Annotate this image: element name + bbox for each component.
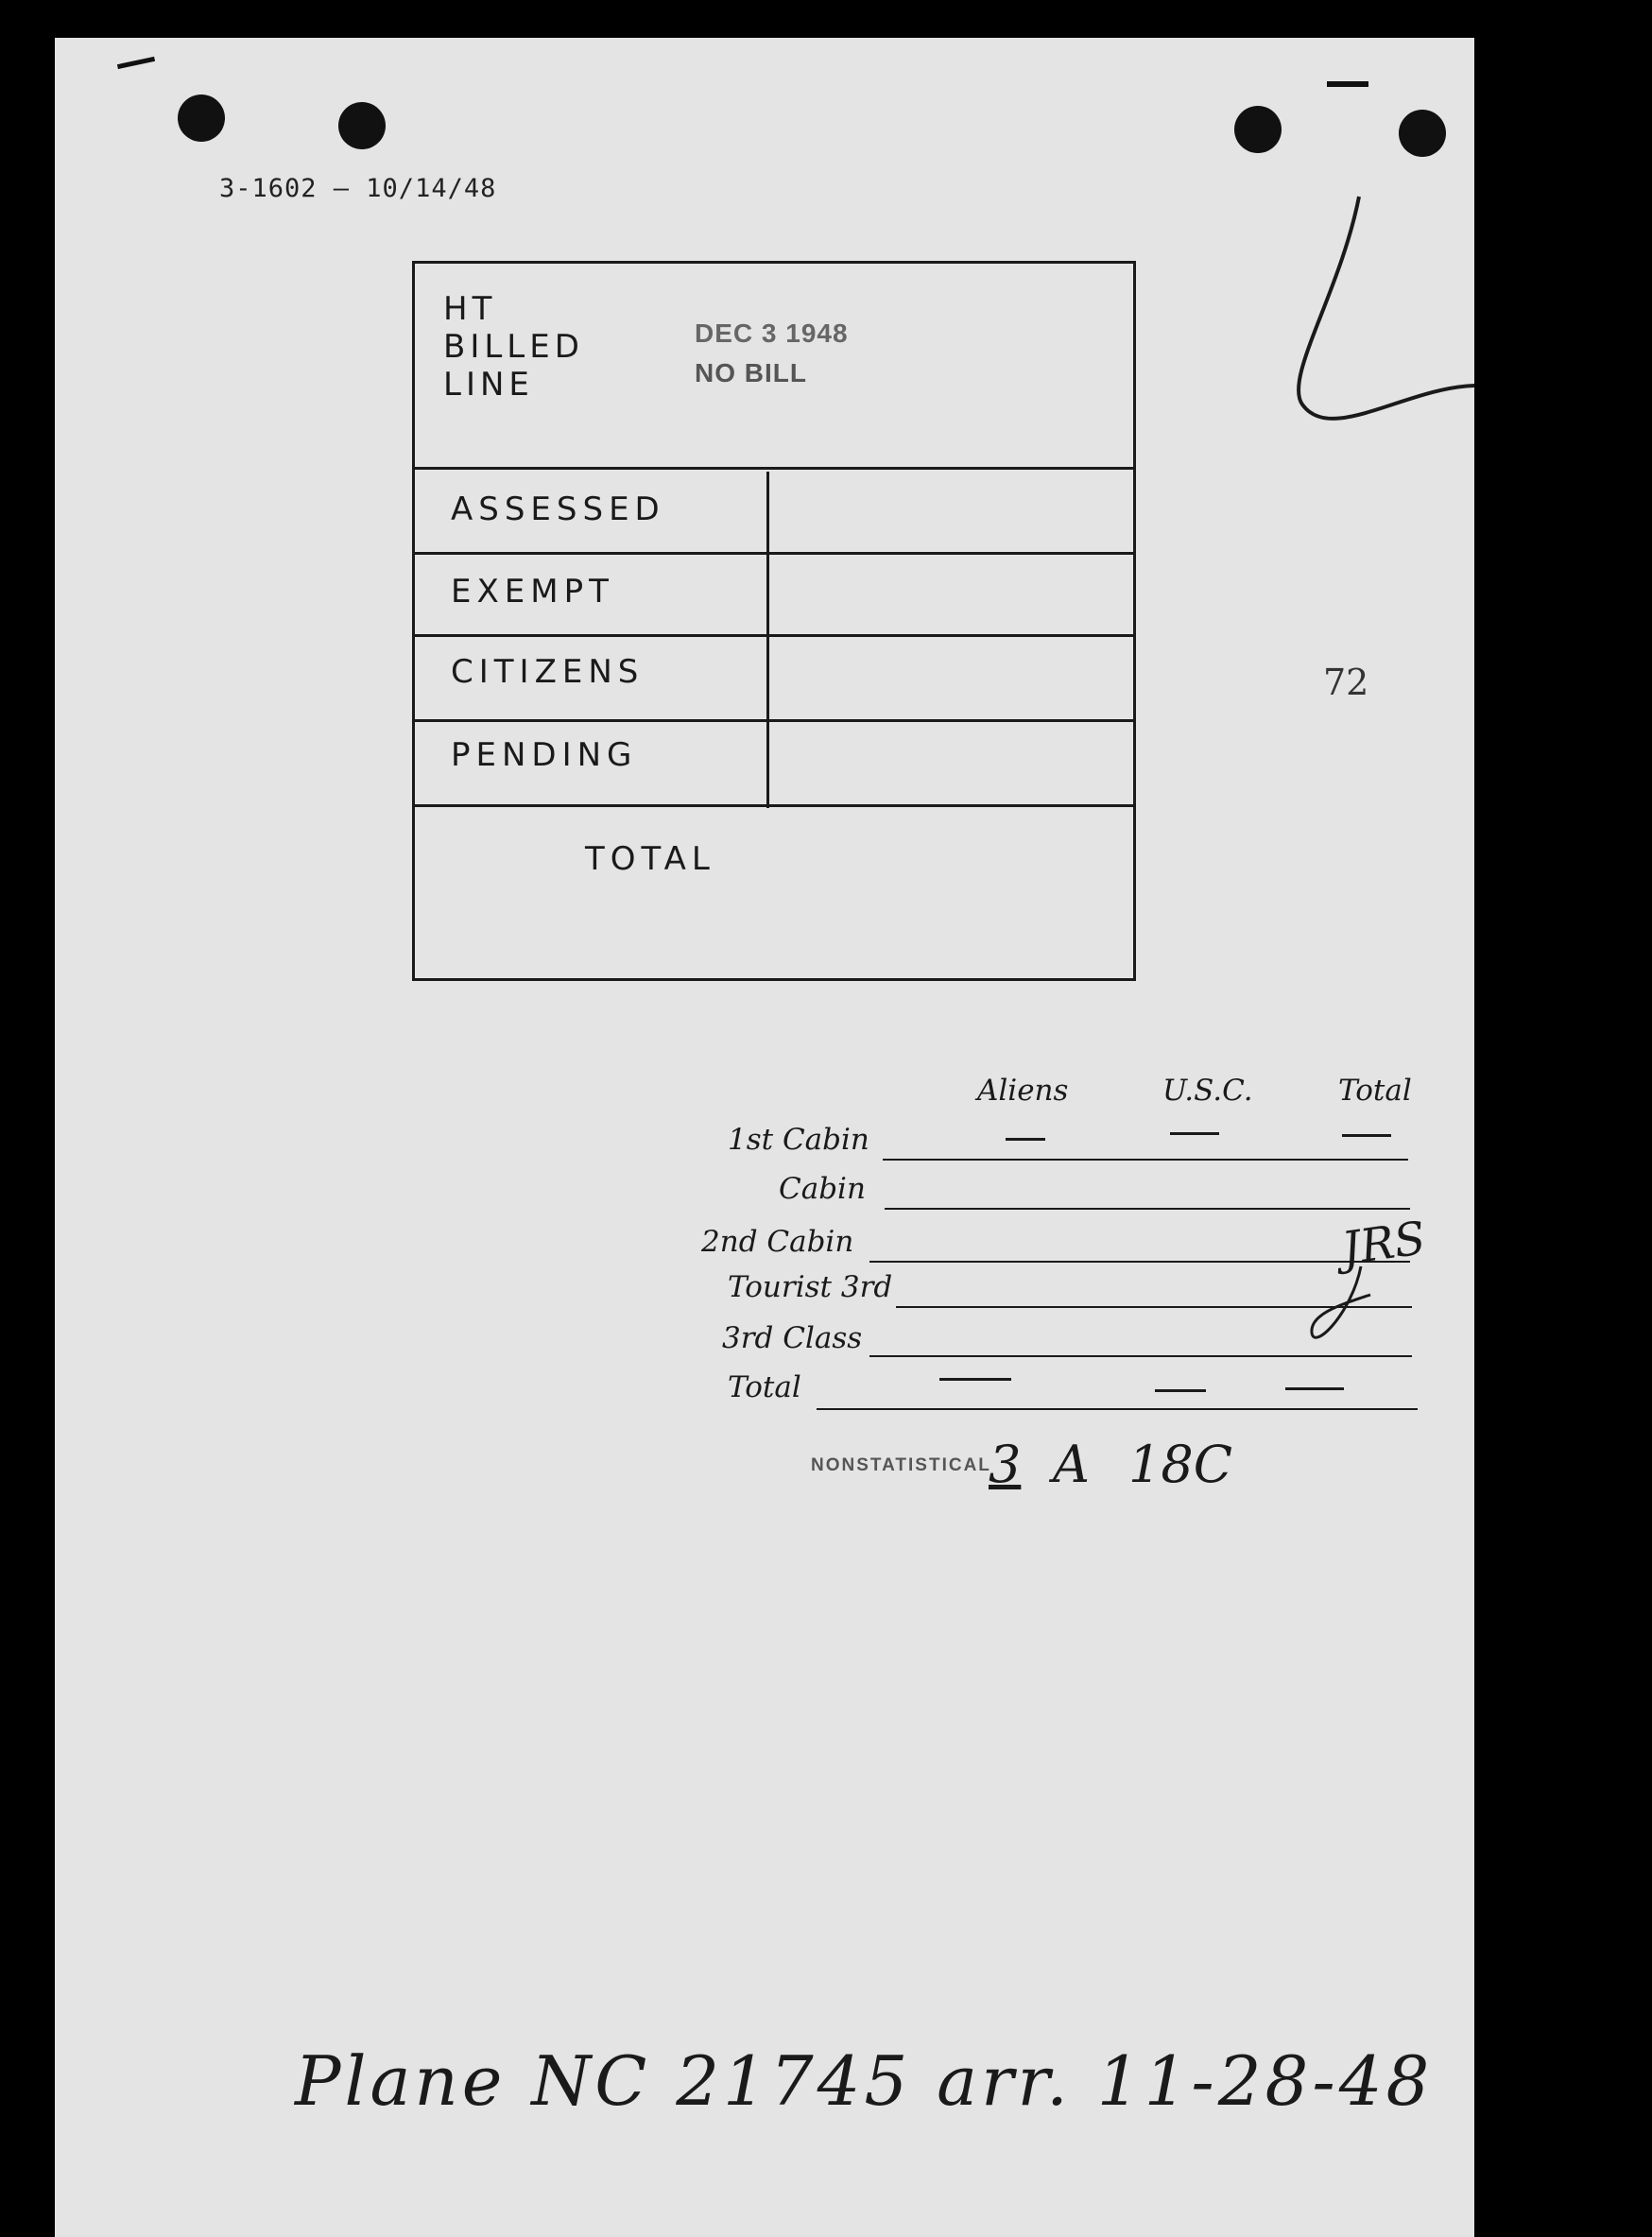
divider bbox=[415, 467, 1133, 470]
initials-flourish bbox=[1304, 1257, 1380, 1351]
row-2nd-cabin: 2nd Cabin bbox=[701, 1225, 854, 1259]
row-1st-cabin: 1st Cabin bbox=[728, 1123, 869, 1157]
row-line bbox=[869, 1355, 1412, 1357]
nil-dash bbox=[1170, 1132, 1219, 1135]
row-line bbox=[883, 1159, 1408, 1161]
no-bill-stamp: NO BILL bbox=[695, 358, 807, 387]
column-usc: U.S.C. bbox=[1162, 1074, 1253, 1108]
date-stamp: DEC 3 1948 bbox=[695, 318, 849, 348]
punch-hole bbox=[178, 95, 225, 142]
heading-line: LINE bbox=[443, 366, 534, 404]
column-divider bbox=[766, 472, 769, 808]
code-number: 3 bbox=[989, 1435, 1022, 1494]
code-suffix: 18C bbox=[1128, 1435, 1233, 1494]
ink-mark bbox=[117, 57, 155, 69]
row-total: TOTAL bbox=[585, 840, 715, 878]
punch-hole bbox=[1234, 106, 1282, 153]
row-pending: PENDING bbox=[451, 736, 638, 774]
divider bbox=[415, 552, 1133, 555]
pen-stroke bbox=[1142, 151, 1482, 473]
heading-line: BILLED bbox=[443, 328, 584, 366]
row-tourist-3rd: Tourist 3rd bbox=[728, 1270, 893, 1304]
box-heading bbox=[443, 290, 584, 404]
code-letter: A bbox=[1053, 1435, 1090, 1494]
nil-dash bbox=[1006, 1138, 1045, 1141]
row-3rd-class: 3rd Class bbox=[722, 1321, 863, 1355]
divider bbox=[415, 804, 1133, 807]
punch-hole bbox=[1399, 110, 1446, 157]
nil-dash bbox=[1285, 1387, 1344, 1390]
row-line bbox=[817, 1408, 1418, 1410]
nil-dash bbox=[939, 1378, 1011, 1381]
billing-stamp-box bbox=[412, 261, 1136, 981]
initials: JRS bbox=[1338, 1212, 1429, 1276]
row-exempt: EXEMPT bbox=[451, 573, 614, 611]
nonstatistical-stamp: NONSTATISTICAL bbox=[811, 1455, 991, 1475]
row-citizens: CITIZENS bbox=[451, 653, 645, 691]
file-reference: 3-1602 — 10/14/48 bbox=[219, 174, 497, 203]
heading-line: HT bbox=[443, 290, 497, 328]
nil-dash bbox=[1155, 1389, 1206, 1392]
column-total: Total bbox=[1338, 1074, 1412, 1108]
row-cabin: Cabin bbox=[779, 1172, 866, 1206]
ink-mark bbox=[1327, 81, 1368, 87]
footer-note: Plane NC 21745 arr. 11-28-48 bbox=[295, 2041, 1434, 2121]
row-assessed: ASSESSED bbox=[451, 490, 665, 528]
divider bbox=[415, 634, 1133, 637]
row-line bbox=[885, 1208, 1410, 1210]
divider bbox=[415, 719, 1133, 722]
row-total-passengers: Total bbox=[728, 1370, 801, 1404]
side-number: 72 bbox=[1323, 662, 1369, 703]
punch-hole bbox=[338, 102, 386, 149]
nil-dash bbox=[1342, 1134, 1391, 1137]
column-aliens: Aliens bbox=[977, 1074, 1069, 1108]
